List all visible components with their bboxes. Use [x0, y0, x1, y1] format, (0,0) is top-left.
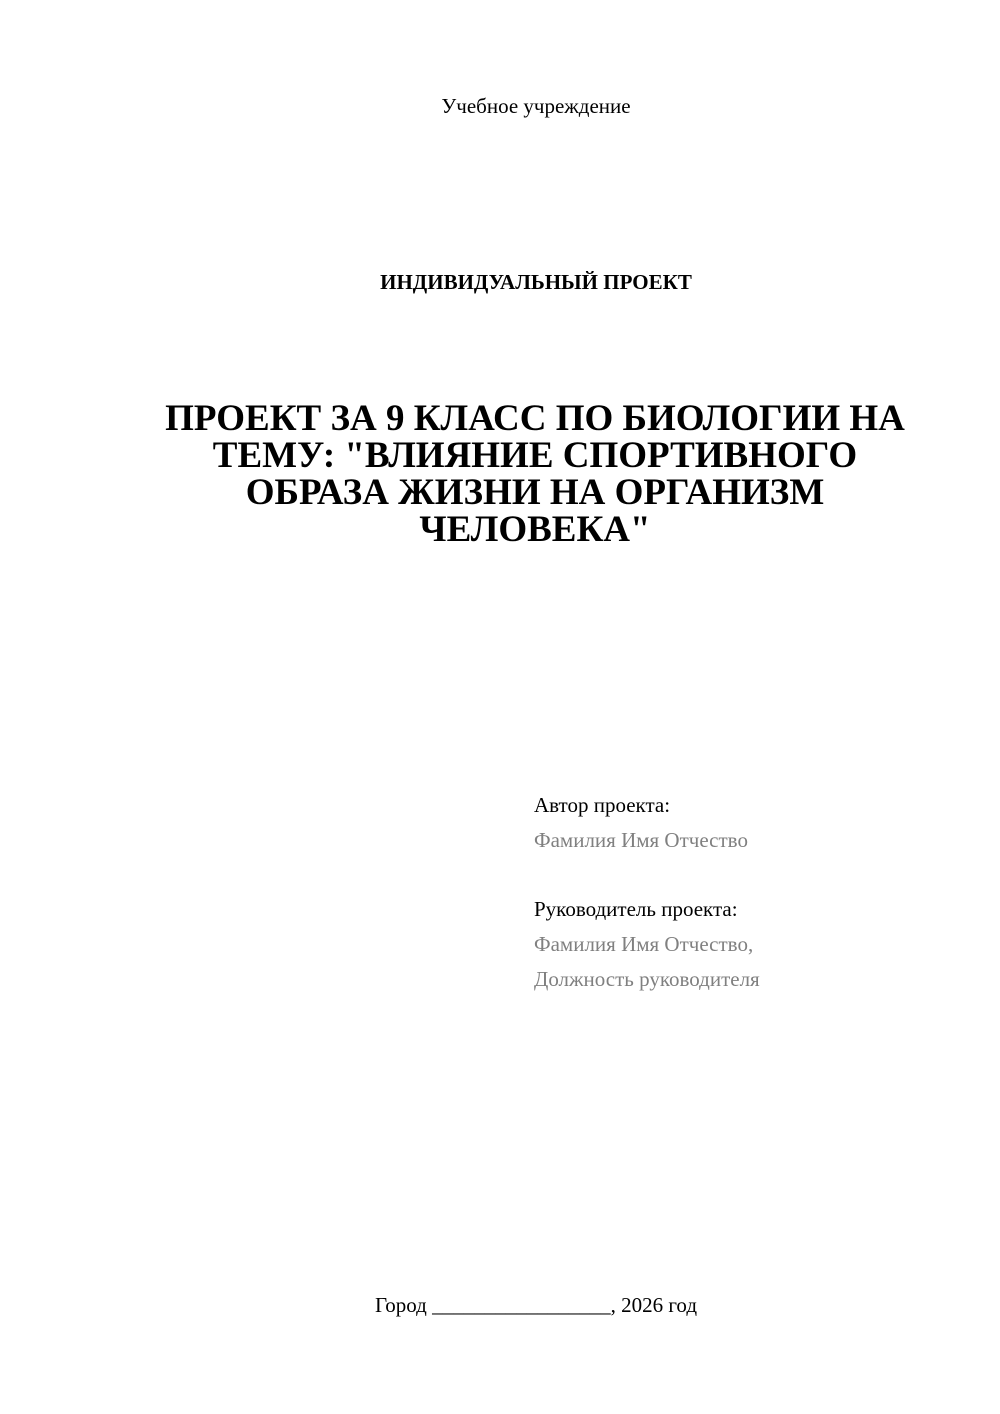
project-credits — [534, 788, 954, 997]
document-type: ИНДИВИДУАЛЬНЫЙ ПРОЕКТ — [380, 270, 692, 294]
supervisor-name: Фамилия Имя Отчество, — [534, 932, 754, 956]
author-label: Автор проекта: — [534, 793, 671, 817]
project-title: ПРОЕКТ ЗА 9 КЛАСС ПО БИОЛОГИИ НА ТЕМУ: "ВЛИЯНИЕ СПОРТИВНОГО ОБРАЗА ЖИЗНИ НА ОРГАНИЗМ ЧЕЛОВЕКА" — [165, 398, 905, 550]
author-name: Фамилия Имя Отчество — [534, 828, 748, 852]
supervisor-position: Должность руководителя — [534, 967, 760, 991]
supervisor-label: Руководитель проекта: — [534, 897, 738, 921]
spacer — [534, 858, 954, 892]
city-year-line: Город _________________, 2026 год — [374, 1293, 698, 1317]
institution-name: Учебное учреждение — [441, 94, 631, 118]
